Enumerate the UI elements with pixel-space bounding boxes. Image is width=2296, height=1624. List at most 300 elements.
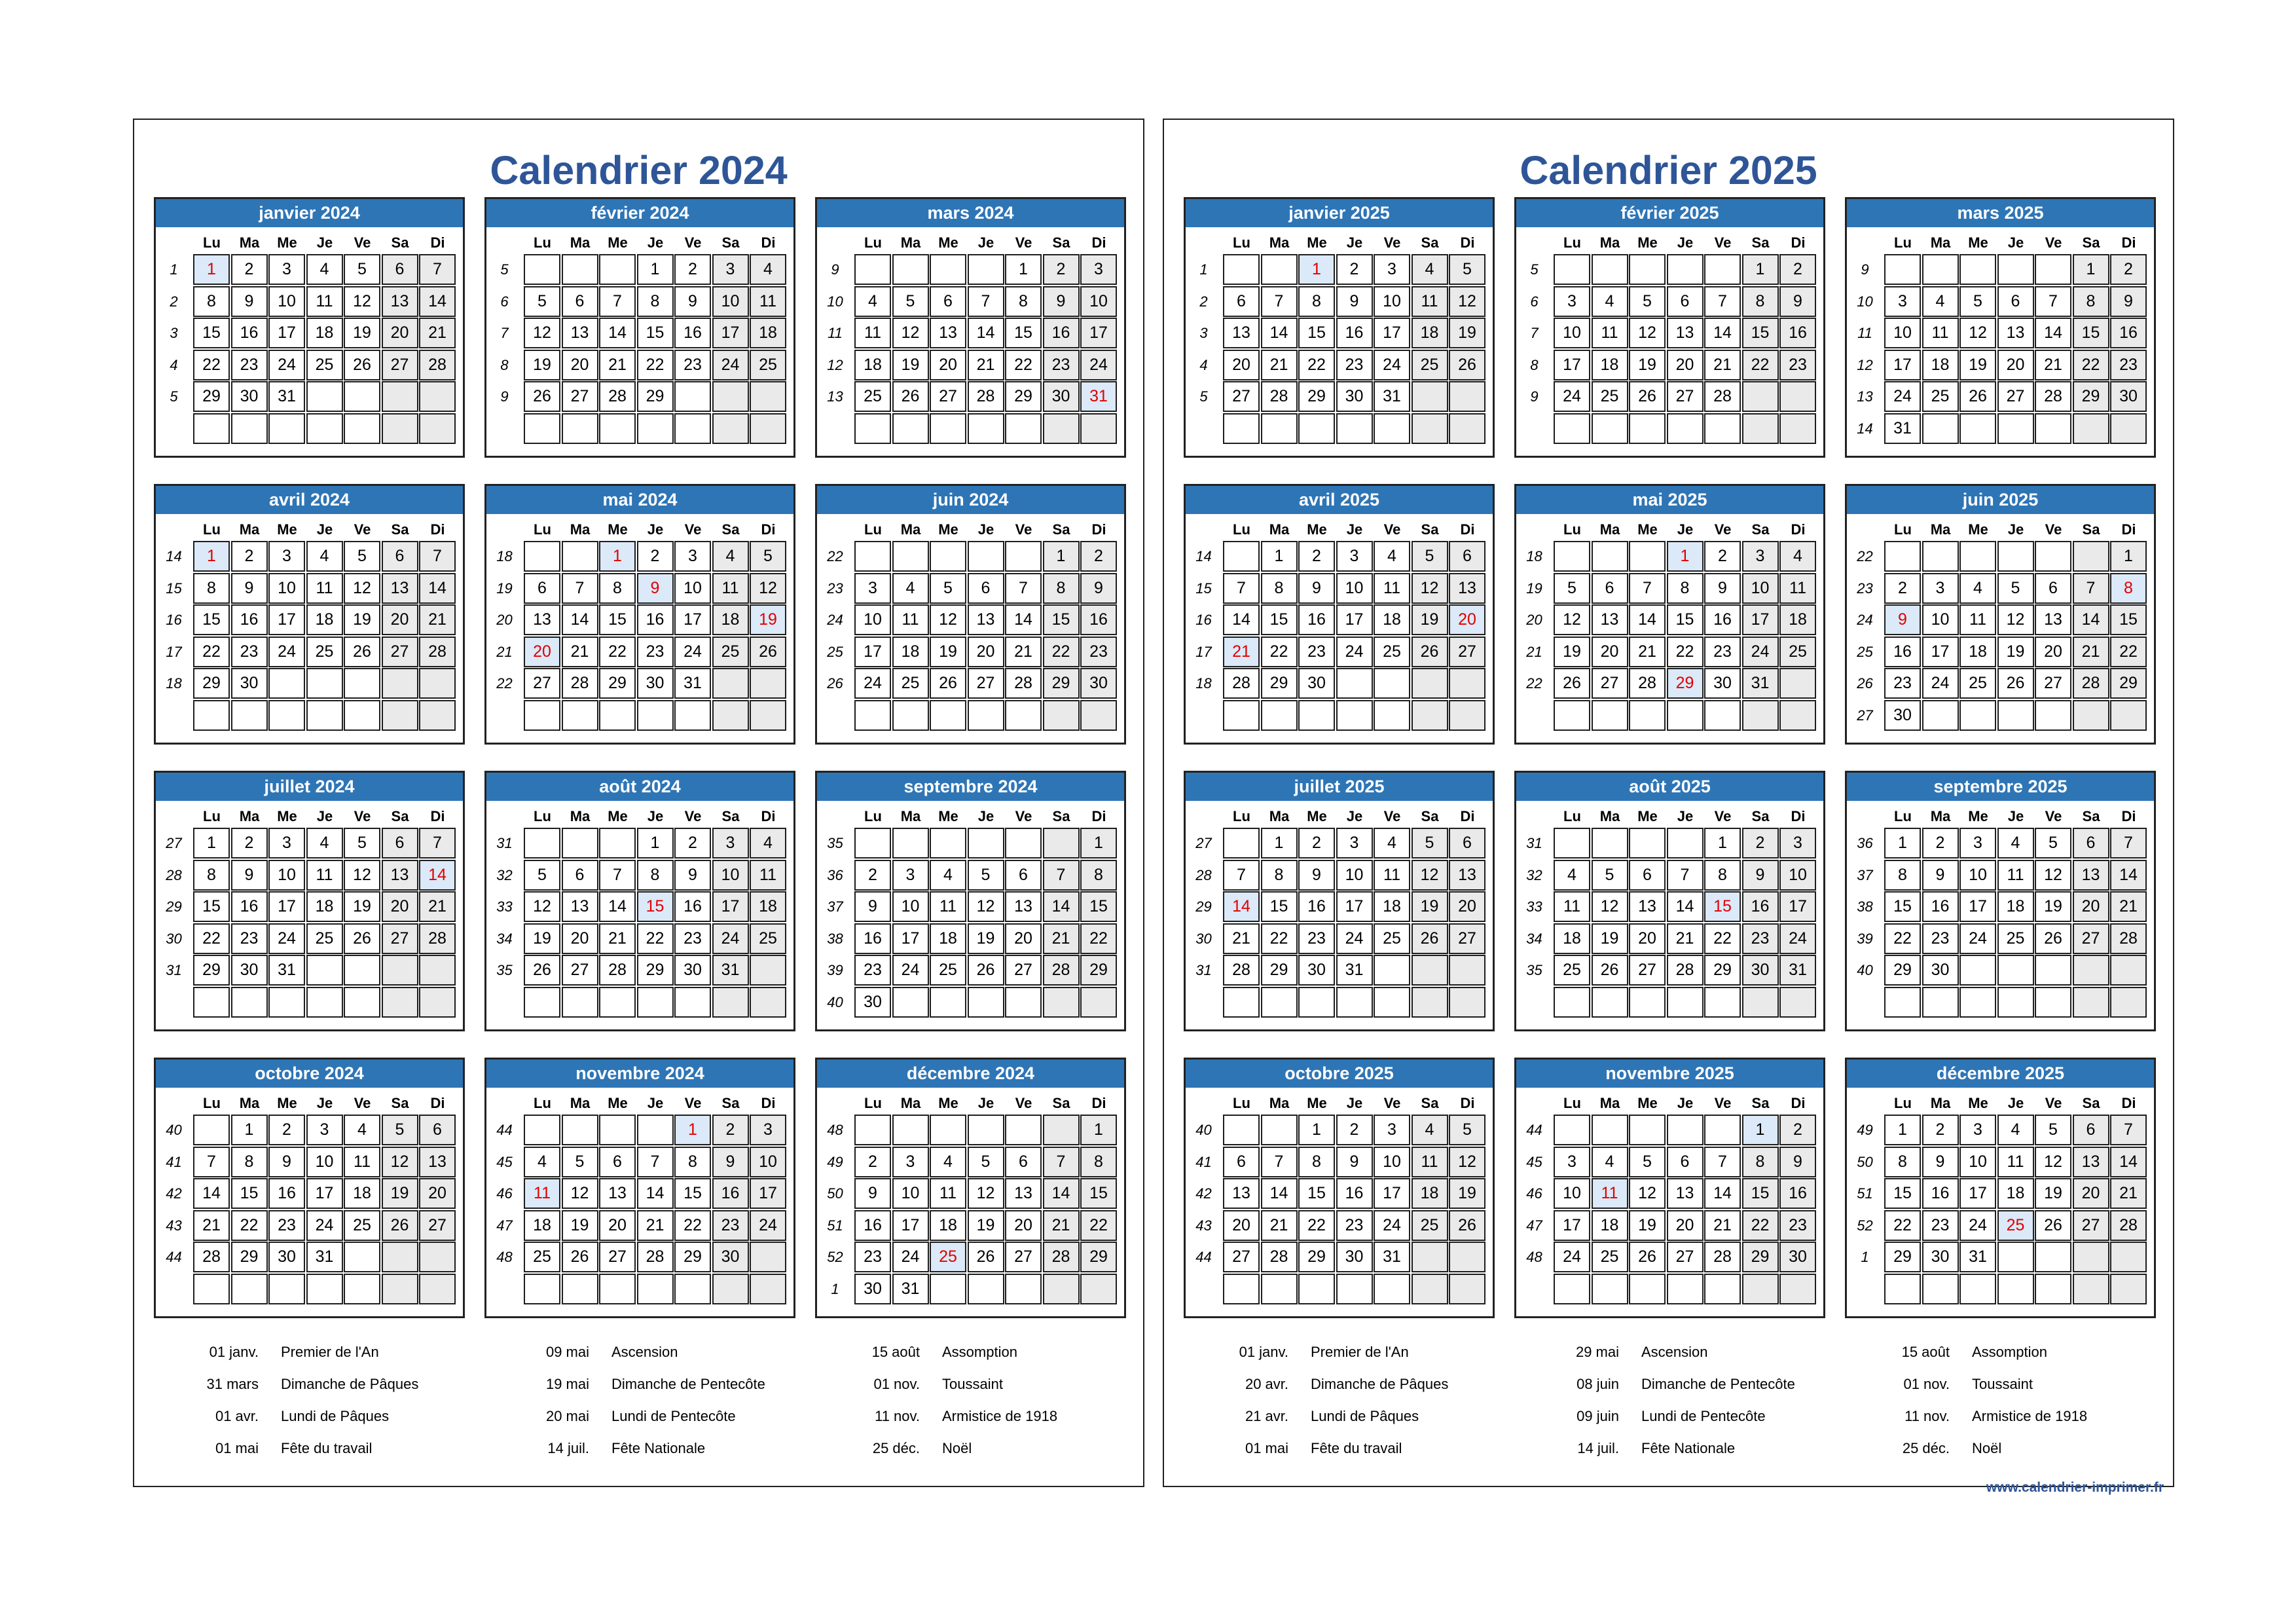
day-cell[interactable]: 11 <box>1779 573 1816 604</box>
day-cell[interactable]: 19 <box>344 318 380 348</box>
day-cell[interactable]: 18 <box>306 891 343 922</box>
day-cell[interactable]: 21 <box>1261 1210 1298 1241</box>
day-cell[interactable] <box>1997 955 2034 986</box>
day-cell[interactable]: 18 <box>854 350 891 380</box>
day-cell[interactable]: 28 <box>1043 955 1080 986</box>
day-cell[interactable]: 24 <box>712 923 749 954</box>
day-cell[interactable]: 4 <box>750 828 786 858</box>
day-cell[interactable]: 28 <box>1704 381 1741 412</box>
day-cell[interactable]: 23 <box>1922 923 1959 954</box>
day-cell[interactable]: 1 <box>1884 828 1921 858</box>
day-cell[interactable] <box>344 1242 380 1272</box>
day-cell[interactable] <box>892 828 929 858</box>
day-cell[interactable]: 8 <box>1298 1147 1335 1177</box>
day-cell[interactable]: 6 <box>1449 828 1485 858</box>
day-cell[interactable]: 26 <box>562 1242 598 1272</box>
day-cell[interactable]: 5 <box>524 286 560 317</box>
day-cell[interactable] <box>1779 413 1816 444</box>
day-cell[interactable] <box>2035 700 2071 731</box>
day-cell[interactable]: 5 <box>892 286 929 317</box>
day-cell[interactable]: 2 <box>1298 828 1335 858</box>
day-cell[interactable] <box>1043 828 1080 858</box>
day-cell[interactable]: 11 <box>930 891 966 922</box>
day-cell[interactable]: 12 <box>968 1178 1004 1209</box>
day-cell[interactable] <box>344 413 380 444</box>
day-cell[interactable]: 5 <box>1449 1115 1485 1145</box>
day-cell[interactable]: 15 <box>1884 891 1921 922</box>
day-cell[interactable]: 8 <box>193 286 230 317</box>
day-cell[interactable]: 28 <box>2110 923 2147 954</box>
day-cell[interactable]: 16 <box>1884 637 1921 667</box>
day-cell[interactable] <box>2073 413 2109 444</box>
day-cell[interactable]: 11 <box>1997 1147 2034 1177</box>
day-cell[interactable]: 6 <box>562 286 598 317</box>
day-cell[interactable]: 20 <box>1449 604 1485 635</box>
day-cell[interactable] <box>892 254 929 285</box>
day-cell[interactable] <box>1884 254 1921 285</box>
day-cell[interactable]: 17 <box>892 1210 929 1241</box>
day-cell[interactable]: 14 <box>1261 1178 1298 1209</box>
day-cell[interactable]: 28 <box>1005 668 1042 699</box>
day-cell[interactable] <box>1629 987 1666 1018</box>
day-cell[interactable]: 9 <box>637 573 674 604</box>
day-cell[interactable] <box>1449 668 1485 699</box>
day-cell[interactable] <box>1704 254 1741 285</box>
day-cell[interactable]: 14 <box>193 1178 230 1209</box>
day-cell[interactable]: 26 <box>968 955 1004 986</box>
day-cell[interactable]: 11 <box>306 286 343 317</box>
day-cell[interactable] <box>2035 541 2071 572</box>
day-cell[interactable]: 15 <box>674 1178 711 1209</box>
day-cell[interactable]: 5 <box>968 1147 1004 1177</box>
day-cell[interactable]: 26 <box>524 381 560 412</box>
day-cell[interactable] <box>306 381 343 412</box>
day-cell[interactable]: 6 <box>419 1115 456 1145</box>
day-cell[interactable] <box>382 955 418 986</box>
day-cell[interactable]: 16 <box>674 891 711 922</box>
day-cell[interactable]: 21 <box>562 637 598 667</box>
day-cell[interactable] <box>1043 413 1080 444</box>
day-cell[interactable]: 13 <box>930 318 966 348</box>
day-cell[interactable]: 29 <box>193 668 230 699</box>
day-cell[interactable]: 16 <box>1336 318 1373 348</box>
day-cell[interactable]: 2 <box>231 541 268 572</box>
day-cell[interactable]: 3 <box>1554 286 1590 317</box>
day-cell[interactable] <box>930 700 966 731</box>
day-cell[interactable]: 1 <box>1667 541 1704 572</box>
day-cell[interactable] <box>382 413 418 444</box>
day-cell[interactable]: 16 <box>1298 604 1335 635</box>
day-cell[interactable]: 3 <box>268 828 305 858</box>
day-cell[interactable]: 23 <box>231 350 268 380</box>
day-cell[interactable]: 18 <box>1374 604 1410 635</box>
day-cell[interactable]: 4 <box>524 1147 560 1177</box>
day-cell[interactable]: 19 <box>1412 604 1448 635</box>
day-cell[interactable] <box>750 700 786 731</box>
day-cell[interactable]: 20 <box>1667 1210 1704 1241</box>
day-cell[interactable]: 18 <box>1997 891 2034 922</box>
day-cell[interactable]: 28 <box>1667 955 1704 986</box>
day-cell[interactable]: 18 <box>930 923 966 954</box>
day-cell[interactable]: 31 <box>1779 955 1816 986</box>
day-cell[interactable] <box>419 987 456 1018</box>
day-cell[interactable]: 23 <box>2110 350 2147 380</box>
day-cell[interactable]: 18 <box>750 318 786 348</box>
day-cell[interactable]: 28 <box>599 381 636 412</box>
day-cell[interactable]: 13 <box>562 891 598 922</box>
day-cell[interactable] <box>1261 1274 1298 1304</box>
day-cell[interactable]: 3 <box>1779 828 1816 858</box>
day-cell[interactable]: 31 <box>1884 413 1921 444</box>
day-cell[interactable] <box>1449 987 1485 1018</box>
day-cell[interactable]: 17 <box>268 604 305 635</box>
day-cell[interactable] <box>674 700 711 731</box>
day-cell[interactable]: 11 <box>1554 891 1590 922</box>
day-cell[interactable]: 19 <box>524 350 560 380</box>
day-cell[interactable]: 17 <box>1336 604 1373 635</box>
day-cell[interactable]: 24 <box>1080 350 1117 380</box>
day-cell[interactable] <box>854 413 891 444</box>
day-cell[interactable]: 8 <box>1667 573 1704 604</box>
day-cell[interactable]: 2 <box>231 254 268 285</box>
day-cell[interactable]: 8 <box>2073 286 2109 317</box>
day-cell[interactable]: 2 <box>268 1115 305 1145</box>
day-cell[interactable]: 29 <box>1080 955 1117 986</box>
day-cell[interactable]: 5 <box>344 828 380 858</box>
day-cell[interactable] <box>599 987 636 1018</box>
day-cell[interactable]: 8 <box>1043 573 1080 604</box>
day-cell[interactable]: 1 <box>193 254 230 285</box>
day-cell[interactable]: 17 <box>674 604 711 635</box>
day-cell[interactable]: 22 <box>2073 350 2109 380</box>
day-cell[interactable]: 23 <box>268 1210 305 1241</box>
day-cell[interactable]: 7 <box>1629 573 1666 604</box>
day-cell[interactable] <box>1336 668 1373 699</box>
day-cell[interactable]: 2 <box>231 828 268 858</box>
day-cell[interactable] <box>1959 1274 1996 1304</box>
day-cell[interactable]: 22 <box>1080 1210 1117 1241</box>
day-cell[interactable] <box>968 828 1004 858</box>
day-cell[interactable]: 21 <box>599 923 636 954</box>
day-cell[interactable]: 14 <box>2110 860 2147 891</box>
day-cell[interactable]: 18 <box>306 604 343 635</box>
day-cell[interactable] <box>306 1274 343 1304</box>
day-cell[interactable]: 4 <box>892 573 929 604</box>
day-cell[interactable]: 11 <box>750 286 786 317</box>
day-cell[interactable]: 21 <box>1043 1210 1080 1241</box>
day-cell[interactable]: 6 <box>2035 573 2071 604</box>
day-cell[interactable]: 13 <box>1005 1178 1042 1209</box>
day-cell[interactable]: 30 <box>637 668 674 699</box>
day-cell[interactable]: 7 <box>2110 1115 2147 1145</box>
day-cell[interactable] <box>524 541 560 572</box>
day-cell[interactable]: 8 <box>637 860 674 891</box>
day-cell[interactable] <box>382 668 418 699</box>
day-cell[interactable]: 20 <box>1005 923 1042 954</box>
day-cell[interactable]: 22 <box>1298 1210 1335 1241</box>
day-cell[interactable]: 22 <box>1742 350 1779 380</box>
day-cell[interactable] <box>1005 987 1042 1018</box>
day-cell[interactable]: 14 <box>2073 604 2109 635</box>
day-cell[interactable]: 19 <box>2035 891 2071 922</box>
day-cell[interactable]: 20 <box>382 891 418 922</box>
day-cell[interactable]: 28 <box>419 923 456 954</box>
day-cell[interactable]: 4 <box>1592 1147 1628 1177</box>
day-cell[interactable] <box>1005 1115 1042 1145</box>
day-cell[interactable] <box>2110 413 2147 444</box>
day-cell[interactable]: 17 <box>268 318 305 348</box>
day-cell[interactable] <box>1298 987 1335 1018</box>
day-cell[interactable] <box>1223 1274 1260 1304</box>
day-cell[interactable]: 17 <box>712 318 749 348</box>
day-cell[interactable] <box>1005 1274 1042 1304</box>
day-cell[interactable]: 6 <box>2073 1115 2109 1145</box>
day-cell[interactable]: 1 <box>1080 828 1117 858</box>
day-cell[interactable] <box>892 987 929 1018</box>
day-cell[interactable] <box>524 828 560 858</box>
day-cell[interactable]: 28 <box>1223 955 1260 986</box>
day-cell[interactable]: 10 <box>1554 1178 1590 1209</box>
day-cell[interactable]: 20 <box>562 350 598 380</box>
day-cell[interactable]: 29 <box>1261 955 1298 986</box>
day-cell[interactable]: 1 <box>1298 1115 1335 1145</box>
day-cell[interactable]: 8 <box>193 860 230 891</box>
day-cell[interactable]: 8 <box>231 1147 268 1177</box>
day-cell[interactable] <box>1667 413 1704 444</box>
day-cell[interactable] <box>344 1274 380 1304</box>
day-cell[interactable]: 30 <box>712 1242 749 1272</box>
day-cell[interactable]: 14 <box>599 318 636 348</box>
day-cell[interactable]: 2 <box>1742 828 1779 858</box>
day-cell[interactable] <box>750 955 786 986</box>
day-cell[interactable] <box>712 381 749 412</box>
day-cell[interactable]: 25 <box>892 668 929 699</box>
day-cell[interactable]: 28 <box>1261 381 1298 412</box>
day-cell[interactable]: 4 <box>1922 286 1959 317</box>
day-cell[interactable]: 3 <box>1959 828 1996 858</box>
day-cell[interactable]: 29 <box>637 381 674 412</box>
day-cell[interactable]: 27 <box>1667 381 1704 412</box>
day-cell[interactable] <box>892 541 929 572</box>
day-cell[interactable] <box>1922 254 1959 285</box>
day-cell[interactable] <box>1005 828 1042 858</box>
day-cell[interactable] <box>930 987 966 1018</box>
day-cell[interactable]: 29 <box>1298 1242 1335 1272</box>
day-cell[interactable]: 26 <box>930 668 966 699</box>
day-cell[interactable] <box>306 668 343 699</box>
day-cell[interactable]: 14 <box>1043 891 1080 922</box>
day-cell[interactable]: 23 <box>1742 923 1779 954</box>
day-cell[interactable]: 24 <box>892 955 929 986</box>
day-cell[interactable]: 9 <box>674 860 711 891</box>
day-cell[interactable]: 1 <box>1742 1115 1779 1145</box>
day-cell[interactable]: 3 <box>712 254 749 285</box>
day-cell[interactable] <box>930 413 966 444</box>
day-cell[interactable] <box>1922 541 1959 572</box>
day-cell[interactable]: 10 <box>1336 573 1373 604</box>
day-cell[interactable]: 30 <box>1779 1242 1816 1272</box>
day-cell[interactable]: 20 <box>1667 350 1704 380</box>
day-cell[interactable] <box>1223 987 1260 1018</box>
day-cell[interactable]: 26 <box>1449 350 1485 380</box>
day-cell[interactable]: 13 <box>1997 318 2034 348</box>
day-cell[interactable] <box>2110 987 2147 1018</box>
day-cell[interactable] <box>930 254 966 285</box>
day-cell[interactable]: 18 <box>1554 923 1590 954</box>
day-cell[interactable]: 18 <box>1779 604 1816 635</box>
day-cell[interactable]: 3 <box>750 1115 786 1145</box>
day-cell[interactable]: 30 <box>231 955 268 986</box>
day-cell[interactable]: 30 <box>1884 700 1921 731</box>
day-cell[interactable]: 31 <box>268 381 305 412</box>
day-cell[interactable]: 2 <box>674 828 711 858</box>
day-cell[interactable] <box>2073 700 2109 731</box>
day-cell[interactable]: 23 <box>854 955 891 986</box>
day-cell[interactable] <box>968 1274 1004 1304</box>
day-cell[interactable]: 18 <box>712 604 749 635</box>
day-cell[interactable] <box>1043 987 1080 1018</box>
day-cell[interactable] <box>562 1115 598 1145</box>
day-cell[interactable]: 2 <box>1298 541 1335 572</box>
day-cell[interactable]: 24 <box>306 1210 343 1241</box>
day-cell[interactable]: 23 <box>854 1242 891 1272</box>
day-cell[interactable]: 11 <box>712 573 749 604</box>
day-cell[interactable]: 9 <box>1922 1147 1959 1177</box>
day-cell[interactable] <box>1629 1274 1666 1304</box>
day-cell[interactable]: 31 <box>892 1274 929 1304</box>
day-cell[interactable]: 20 <box>524 637 560 667</box>
day-cell[interactable] <box>1223 254 1260 285</box>
day-cell[interactable] <box>712 700 749 731</box>
day-cell[interactable] <box>1336 413 1373 444</box>
day-cell[interactable]: 17 <box>1080 318 1117 348</box>
day-cell[interactable]: 20 <box>1005 1210 1042 1241</box>
day-cell[interactable] <box>344 700 380 731</box>
day-cell[interactable]: 16 <box>1043 318 1080 348</box>
day-cell[interactable] <box>1667 700 1704 731</box>
day-cell[interactable]: 15 <box>1742 1178 1779 1209</box>
day-cell[interactable]: 15 <box>599 604 636 635</box>
day-cell[interactable] <box>268 700 305 731</box>
day-cell[interactable] <box>1336 700 1373 731</box>
day-cell[interactable]: 20 <box>930 350 966 380</box>
day-cell[interactable]: 24 <box>1959 1210 1996 1241</box>
day-cell[interactable]: 6 <box>1449 541 1485 572</box>
day-cell[interactable] <box>193 987 230 1018</box>
day-cell[interactable]: 22 <box>1884 923 1921 954</box>
day-cell[interactable] <box>854 541 891 572</box>
day-cell[interactable]: 12 <box>2035 1147 2071 1177</box>
day-cell[interactable]: 1 <box>674 1115 711 1145</box>
day-cell[interactable]: 22 <box>674 1210 711 1241</box>
day-cell[interactable]: 10 <box>268 860 305 891</box>
day-cell[interactable]: 27 <box>1997 381 2034 412</box>
day-cell[interactable] <box>1742 381 1779 412</box>
day-cell[interactable]: 31 <box>1959 1242 1996 1272</box>
day-cell[interactable]: 16 <box>231 318 268 348</box>
day-cell[interactable] <box>2035 987 2071 1018</box>
day-cell[interactable]: 12 <box>1959 318 1996 348</box>
day-cell[interactable]: 7 <box>1261 1147 1298 1177</box>
day-cell[interactable]: 27 <box>382 923 418 954</box>
day-cell[interactable] <box>712 1274 749 1304</box>
day-cell[interactable]: 4 <box>306 828 343 858</box>
day-cell[interactable]: 26 <box>1554 668 1590 699</box>
day-cell[interactable] <box>1261 700 1298 731</box>
day-cell[interactable]: 15 <box>1298 318 1335 348</box>
day-cell[interactable]: 1 <box>1298 254 1335 285</box>
day-cell[interactable]: 27 <box>1449 637 1485 667</box>
day-cell[interactable]: 23 <box>712 1210 749 1241</box>
day-cell[interactable] <box>892 1115 929 1145</box>
day-cell[interactable]: 2 <box>712 1115 749 1145</box>
day-cell[interactable]: 14 <box>1043 1178 1080 1209</box>
day-cell[interactable]: 12 <box>1412 860 1448 891</box>
day-cell[interactable] <box>1959 413 1996 444</box>
day-cell[interactable]: 17 <box>1554 350 1590 380</box>
day-cell[interactable]: 25 <box>344 1210 380 1241</box>
day-cell[interactable]: 17 <box>892 923 929 954</box>
day-cell[interactable] <box>599 1115 636 1145</box>
day-cell[interactable] <box>193 700 230 731</box>
day-cell[interactable]: 10 <box>750 1147 786 1177</box>
day-cell[interactable]: 14 <box>1261 318 1298 348</box>
day-cell[interactable]: 23 <box>637 637 674 667</box>
day-cell[interactable]: 24 <box>1336 637 1373 667</box>
day-cell[interactable] <box>1779 987 1816 1018</box>
day-cell[interactable]: 17 <box>854 637 891 667</box>
day-cell[interactable]: 14 <box>599 891 636 922</box>
day-cell[interactable] <box>1592 254 1628 285</box>
day-cell[interactable]: 31 <box>1080 381 1117 412</box>
day-cell[interactable]: 11 <box>1592 1178 1628 1209</box>
day-cell[interactable]: 10 <box>1779 860 1816 891</box>
day-cell[interactable] <box>2073 987 2109 1018</box>
day-cell[interactable] <box>854 700 891 731</box>
day-cell[interactable]: 25 <box>306 637 343 667</box>
day-cell[interactable] <box>1997 1242 2034 1272</box>
day-cell[interactable] <box>1554 1274 1590 1304</box>
day-cell[interactable]: 19 <box>968 1210 1004 1241</box>
day-cell[interactable] <box>524 1274 560 1304</box>
day-cell[interactable] <box>1374 1274 1410 1304</box>
day-cell[interactable]: 9 <box>674 286 711 317</box>
day-cell[interactable]: 29 <box>1884 955 1921 986</box>
day-cell[interactable]: 3 <box>892 1147 929 1177</box>
day-cell[interactable]: 7 <box>2035 286 2071 317</box>
day-cell[interactable]: 25 <box>1592 381 1628 412</box>
day-cell[interactable]: 19 <box>968 923 1004 954</box>
day-cell[interactable]: 28 <box>193 1242 230 1272</box>
day-cell[interactable]: 12 <box>1629 1178 1666 1209</box>
day-cell[interactable]: 30 <box>1080 668 1117 699</box>
day-cell[interactable]: 10 <box>268 286 305 317</box>
day-cell[interactable]: 5 <box>750 541 786 572</box>
day-cell[interactable]: 16 <box>231 891 268 922</box>
day-cell[interactable]: 16 <box>1080 604 1117 635</box>
day-cell[interactable]: 15 <box>1005 318 1042 348</box>
day-cell[interactable]: 6 <box>562 860 598 891</box>
day-cell[interactable]: 11 <box>1997 860 2034 891</box>
day-cell[interactable]: 2 <box>1922 1115 1959 1145</box>
day-cell[interactable]: 6 <box>1005 1147 1042 1177</box>
day-cell[interactable]: 17 <box>1922 637 1959 667</box>
day-cell[interactable]: 6 <box>524 573 560 604</box>
day-cell[interactable]: 9 <box>231 286 268 317</box>
day-cell[interactable]: 6 <box>1667 286 1704 317</box>
day-cell[interactable]: 25 <box>1997 923 2034 954</box>
day-cell[interactable]: 3 <box>1374 254 1410 285</box>
